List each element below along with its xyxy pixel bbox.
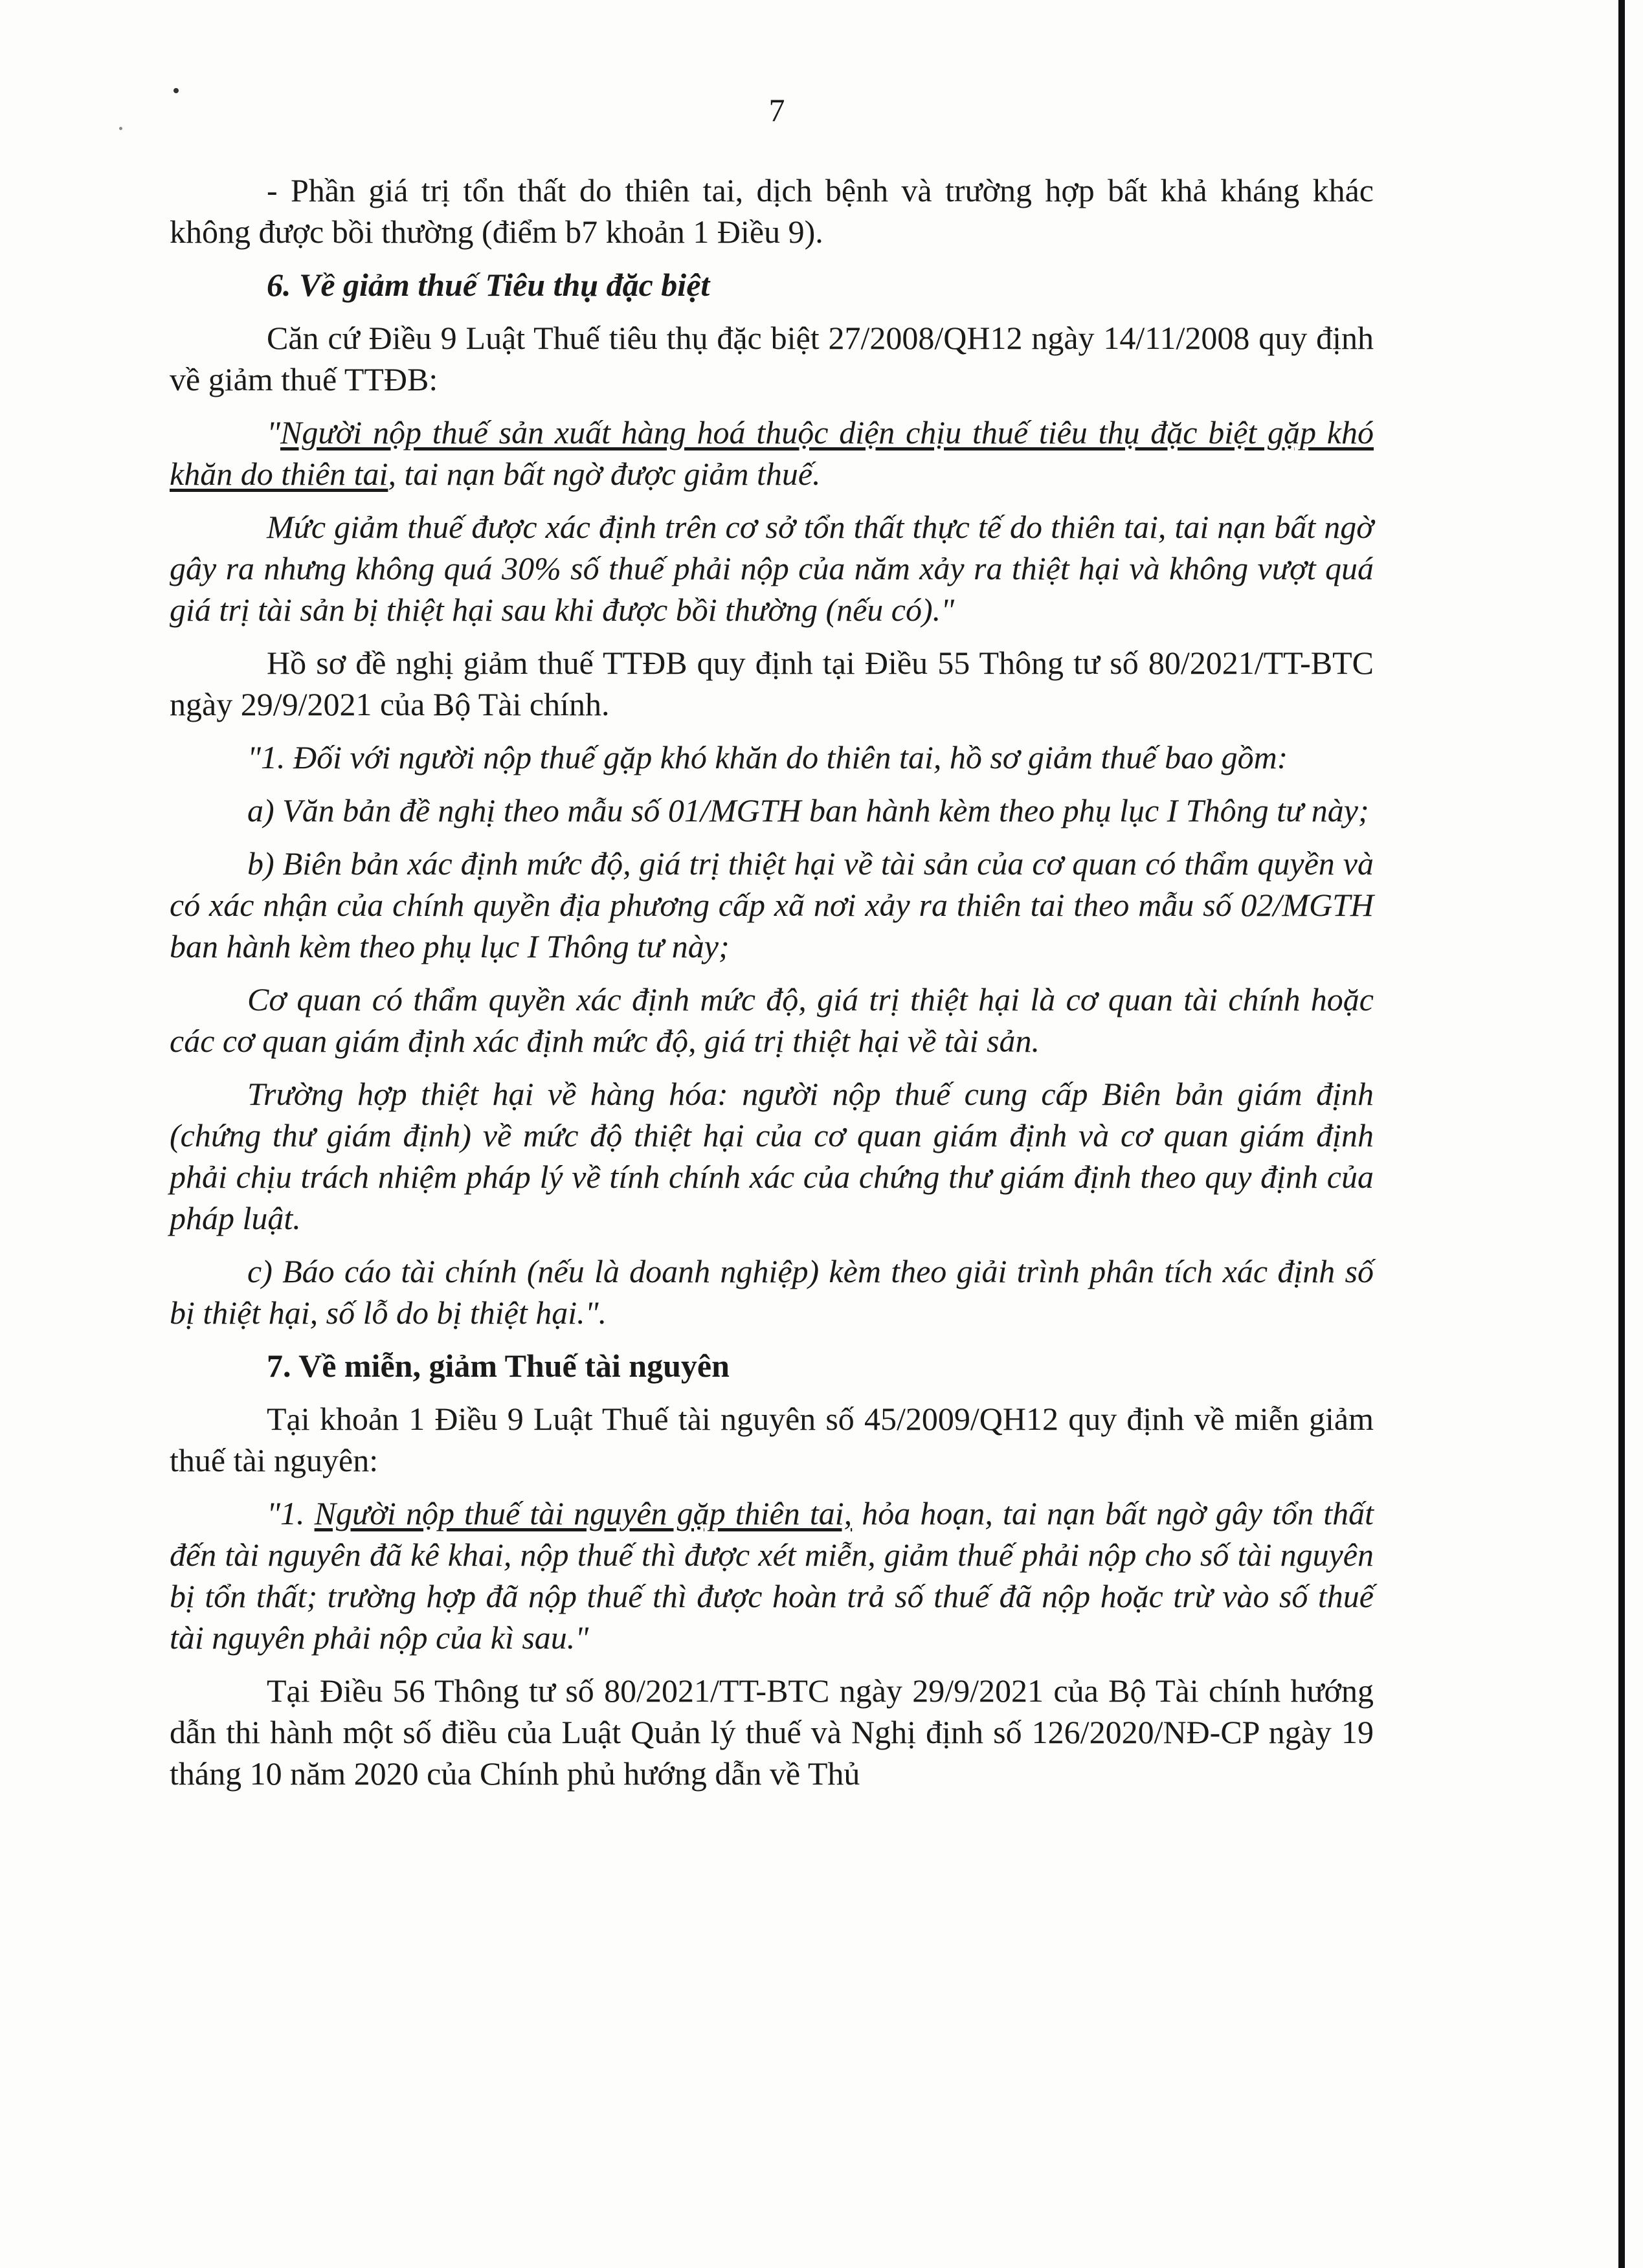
scan-edge-border: [1618, 0, 1625, 2268]
quote-underlined-text: Người nộp thuế sản xuất hàng hoá thuộc diện chịu thuế tiêu thụ đặc biệt gặp khó khăn do thiên tai: [170, 414, 1374, 492]
quote-dossier-intro: "1. Đối với người nộp thuế gặp khó khăn do thiên tai, hồ sơ giảm thuế bao gồm:: [247, 739, 1288, 775]
quote-rest-text: , tai nạn bất ngờ được giảm thuế.: [388, 456, 821, 492]
quote-item-b-goods: Trường hợp thiệt hại về hàng hóa: người nộp thuế cung cấp Biên bản giám định (chứng thư giám định) về mức độ thiệt hại của cơ quan giám định và cơ quan giám định phải chịu trách nhiệm pháp lý về tính chính xác của chứng thư giám định theo quy định của pháp luật.: [170, 1076, 1374, 1236]
paragraph-legal-basis: Căn cứ Điều 9 Luật Thuế tiêu thụ đặc biệt 27/2008/QH12 ngày 14/11/2008 quy định về giảm thuế TTĐB:: [170, 320, 1374, 397]
quote-item-a: a) Văn bản đề nghị theo mẫu số 01/MGTH ban hành kèm theo phụ lục I Thông tư này;: [247, 792, 1369, 828]
section-heading-6: 6. Về giảm thuế Tiêu thụ đặc biệt: [267, 267, 710, 303]
document-body: [170, 170, 1374, 1806]
scan-speck: [119, 127, 122, 130]
quote-open-mark: "1.: [267, 1495, 315, 1531]
paragraph-resource-tax-basis: Tại khoản 1 Điều 9 Luật Thuế tài nguyên số 45/2009/QH12 quy định về miễn giảm thuế tài nguyên:: [170, 1401, 1374, 1478]
quote-reduction-rule: [170, 412, 1374, 495]
quote-resource-tax: [170, 1493, 1374, 1658]
paragraph-circular-56: Tại Điều 56 Thông tư số 80/2021/TT-BTC ngày 29/9/2021 của Bộ Tài chính hướng dẫn thi hành một số điều của Luật Quản lý thuế và Nghị định số 126/2020/NĐ-CP ngày 19 tháng 10 năm 2020 của Chính phủ hướng dẫn về Thủ: [170, 1673, 1374, 1792]
scan-speck: [173, 88, 179, 93]
paragraph-loss-value: - Phần giá trị tổn thất do thiên tai, dịch bệnh và trường hợp bất khả kháng khác không được bồi thường (điểm b7 khoản 1 Điều 9).: [170, 172, 1374, 250]
quote-item-c: c) Báo cáo tài chính (nếu là doanh nghiệp) kèm theo giải trình phân tích xác định số bị thiệt hại, số lỗ do bị thiệt hại.".: [170, 1253, 1374, 1331]
section-heading-7: 7. Về miễn, giảm Thuế tài nguyên: [267, 1348, 730, 1384]
quote-open-mark: ": [267, 414, 280, 450]
quote-underlined-text: Người nộp thuế tài nguyên gặp thiên tai,: [314, 1495, 853, 1531]
quote-reduction-level: Mức giảm thuế được xác định trên cơ sở tổn thất thực tế do thiên tai, tai nạn bất ngờ gây ra nhưng không quá 30% số thuế phải nộp của năm xảy ra thiệt hại và không vượt quá giá trị tài sản bị thiệt hại sau khi được bồi thường (nếu có).": [170, 509, 1374, 628]
page-number: 7: [768, 92, 785, 128]
quote-item-b-authority: Cơ quan có thẩm quyền xác định mức độ, giá trị thiệt hại là cơ quan tài chính hoặc các cơ quan giám định xác định mức độ, giá trị thiệt hại về tài sản.: [170, 981, 1374, 1059]
quote-item-b: b) Biên bản xác định mức độ, giá trị thiệt hại về tài sản của cơ quan có thẩm quyền và có xác nhận của chính quyền địa phương cấp xã nơi xảy ra thiên tai theo mẫu số 02/MGTH ban hành kèm theo phụ lục I Thông tư này;: [170, 845, 1374, 964]
quote-rest-text: hỏa hoạn, tai nạn bất ngờ gây tổn thất đến tài nguyên đã kê khai, nộp thuế thì được xét miễn, giảm thuế phải nộp cho số tài nguyên bị tổn thất; trường hợp đã nộp thuế thì được hoàn trả số thuế đã nộp hoặc trừ vào số thuế tài nguyên phải nộp của kì sau.": [170, 1495, 1374, 1656]
paragraph-dossier: Hồ sơ đề nghị giảm thuế TTĐB quy định tại Điều 55 Thông tư số 80/2021/TT-BTC ngày 29/9/2021 của Bộ Tài chính.: [170, 645, 1374, 722]
